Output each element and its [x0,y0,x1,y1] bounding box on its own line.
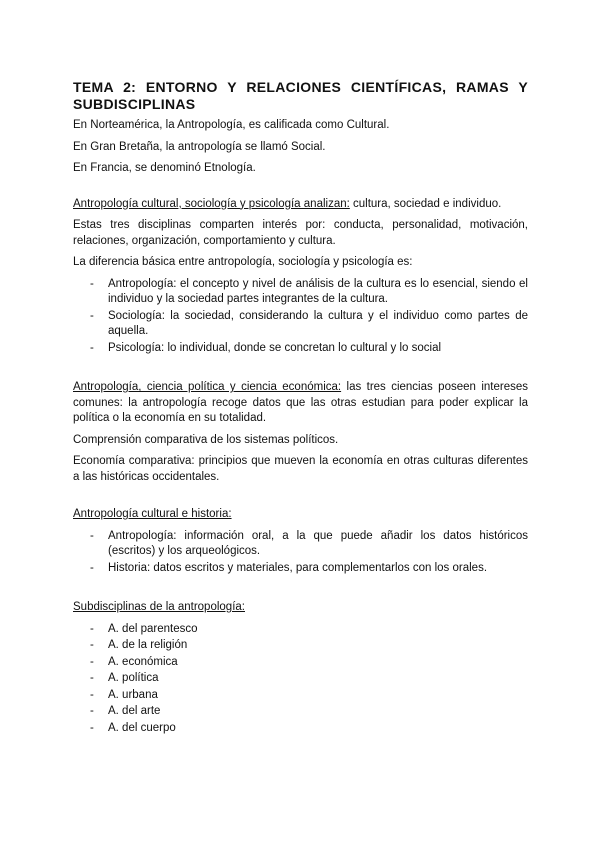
list-item: - A. del arte [73,704,528,720]
list-item: - A. del parentesco [73,622,528,638]
paragraph: Economía comparativa: principios que mueven la economía en otras culturas diferentes a las históricas occidentales. [73,455,528,483]
section-history [73,507,528,576]
list-item: - A. política [73,671,528,687]
list-item: - Antropología: el concepto y nivel de análisis de la cultura es lo esencial, siendo el individuo y la sociedad partes integrantes de la cultura. [73,277,528,308]
list-item: - Antropología: información oral, a la que puede añadir los datos históricos (escritos) y los arqueológicos. [73,529,528,560]
section-heading-rest: las tres ciencias poseen intereses comunes: la antropología recoge datos que las otras estudian para poder explicar la política o la economía en su totalidad. [73,381,528,424]
section-heading-paragraph [73,600,528,616]
intro-line: En Norteamérica, la Antropología, es calificada como Cultural. [73,119,390,131]
list-item: - A. económica [73,655,528,671]
section-politics-economics [73,380,528,485]
section-heading-paragraph [73,380,528,427]
dash-list [73,277,528,357]
list-item: - Sociología: la sociedad, considerando la cultura y el individuo como partes de aquella. [73,309,528,340]
section-cultural-sociology-psychology [73,197,528,357]
list-item: - A. de la religión [73,638,528,654]
list-item: - A. urbana [73,688,528,704]
section-heading-paragraph [73,197,528,213]
paragraph: Estas tres disciplinas comparten interés por: conducta, personalidad, motivación, relaciones, organización, comportamiento y cultura. [73,219,528,247]
list-item: - Historia: datos escritos y materiales, para complementarlos con los orales. [73,561,528,577]
dash-list [73,529,528,577]
paragraph: La diferencia básica entre antropología, sociología y psicología es: [73,256,413,268]
intro-line: En Francia, se denominó Etnología. [73,162,256,174]
list-item: - Psicología: lo individual, donde se concretan lo cultural y lo social [73,341,528,357]
intro-block [73,118,528,177]
section-heading: Antropología, ciencia política y ciencia económica: [73,381,342,393]
section-heading: Antropología cultural e historia: [73,508,232,520]
section-heading-paragraph [73,507,528,523]
paragraph: Comprensión comparativa de los sistemas políticos. [73,433,339,446]
section-subdisciplines [73,600,528,736]
list-item: - A. del cuerpo [73,721,528,737]
dash-list [73,622,528,737]
section-heading: Subdisciplinas de la antropología: [73,601,245,613]
intro-line: En Gran Bretaña, la antropología se llamó Social. [73,140,326,153]
document-title: TEMA 2: ENTORNO Y RELACIONES CIENTÍFICAS, RAMAS Y SUBDISCIPLINAS [73,79,528,112]
section-heading-rest: cultura, sociedad e individuo. [349,197,502,210]
section-heading: Antropología cultural, sociología y psicología analizan: [73,197,350,210]
